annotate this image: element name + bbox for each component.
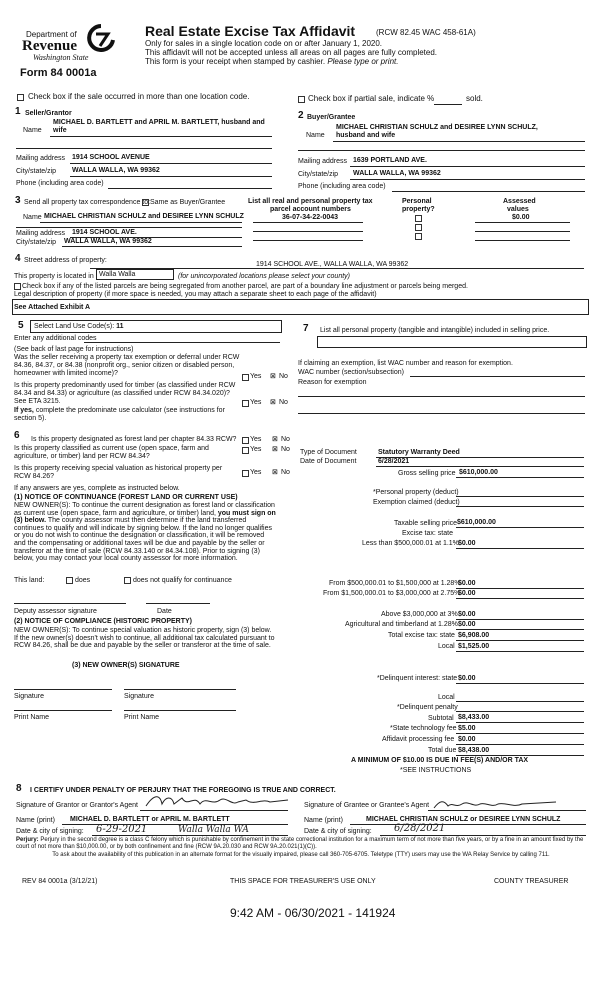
owner1-signature-line[interactable] (14, 689, 112, 690)
grantor-signature-label: Signature of Grantor or Grantor's Agent (16, 802, 138, 809)
owner1-print-line[interactable] (14, 710, 112, 711)
sec4-number: 4 (15, 253, 21, 264)
sec6-q1-yes-label: Yes (250, 436, 262, 443)
personal-header1: Personal (402, 198, 432, 205)
signature-label-2: Signature (124, 693, 154, 700)
additional-codes-field[interactable] (84, 342, 280, 343)
grantee-signature[interactable] (430, 796, 560, 812)
new-owner-signature-title: (3) NEW OWNER(S) SIGNATURE (72, 662, 180, 669)
excise-state-label: Excise tax: state (402, 530, 453, 537)
grantor-city-handwritten[interactable]: Walla Walla WA (178, 825, 249, 835)
sec6-q2-no-label: No (281, 446, 290, 453)
local-label: Local (438, 643, 455, 650)
sec5-q1-no-checked[interactable]: ⊠ (270, 373, 276, 380)
sec6-question1: Is this property designated as forest land per chapter 84.33 RCW? (31, 436, 237, 443)
sec5-q1-yes-checkbox[interactable] (242, 374, 249, 381)
sec6-question2: Is this property classified as current use (open space, farm and agriculture, or timber) land per RCW 84.34? (14, 445, 209, 460)
total-due-label: Total due (428, 747, 457, 754)
buyer-city-value[interactable]: WALLA WALLA, WA 99362 (353, 170, 441, 177)
land-use-label: Select Land Use Code(s): 11 (34, 323, 124, 330)
segregate-checkbox[interactable] (14, 283, 21, 290)
total-state-value[interactable]: $6,908.00 (458, 632, 490, 639)
sec6-q2-no-checked[interactable]: ⊠ (272, 446, 278, 453)
reason-label: Reason for exemption (298, 379, 367, 386)
street-address-value[interactable]: 1914 SCHOOL AVE., WALLA WALLA, WA 99362 (256, 261, 409, 268)
grantor-date-handwritten[interactable]: 6-29-2021 (96, 824, 148, 835)
buyer-section-number: 2 (298, 110, 304, 121)
buyer-section-label: Buyer/Grantee (307, 114, 356, 121)
local2-label: Local (438, 694, 455, 701)
seller-section-label: Seller/Grantor (25, 110, 72, 117)
grantor-name-label: Name (print) (16, 817, 55, 824)
grantor-date-city-label: Date & city of signing: (16, 828, 84, 835)
grantee-signature-label: Signature of Grantee or Grantee's Agent (304, 802, 430, 809)
owner2-signature-line[interactable] (124, 689, 236, 690)
seller-city-label: City/state/zip (16, 168, 57, 175)
sec5-q2-no-checked[interactable]: ⊠ (270, 399, 276, 406)
form-number: Form 84 0001a (20, 67, 97, 79)
minimum-note: A MINIMUM OF $10.00 IS DUE IN FEE(S) AND/OR TAX (351, 757, 529, 764)
personal-property-checkbox-3[interactable] (415, 233, 422, 240)
buyer-city-label: City/state/zip (298, 171, 339, 178)
personal-property-field[interactable] (317, 336, 587, 348)
tier3-label: From $1,500,000.01 to $3,000,000 at 2.75% (323, 590, 461, 597)
ag-value[interactable]: $0.00 (458, 621, 476, 628)
buyer-phone-label: Phone (including area code) (298, 183, 386, 190)
sec5-q2-yes-checkbox[interactable] (242, 400, 249, 407)
subtotal-value[interactable]: $8,433.00 (458, 714, 490, 721)
deputy-date-label: Date (157, 608, 172, 615)
partial-sale-checkbox[interactable] (298, 96, 305, 103)
legal-description-field[interactable] (12, 299, 589, 315)
sec5-q1-yes-label: Yes (250, 373, 262, 380)
parcel-number[interactable]: 36-07-34-22-0043 (282, 214, 339, 221)
personal-property-label: List all personal property (tangible and intangible) included in selling price. (320, 327, 550, 334)
header-note3: This form is your receipt when stamped by cashier. Please type or print. (145, 57, 399, 66)
buyer-mail-value[interactable]: 1639 PORTLAND AVE. (353, 157, 427, 164)
grantee-date-city-label: Date & city of signing: (304, 828, 372, 835)
sec3-number: 3 (15, 195, 21, 206)
assessed-value[interactable]: $0.00 (512, 214, 530, 221)
seller-city-value[interactable]: WALLA WALLA, WA 99362 (72, 167, 160, 174)
tier2-label: From $500,000.01 to $1,500,000 at 1.28% (329, 580, 461, 587)
certify-statement: I CERTIFY UNDER PENALTY OF PERJURY THAT THE FOREGOING IS TRUE AND CORRECT. (30, 787, 336, 794)
location-code-value: Walla Walla (99, 271, 136, 278)
tier4-value[interactable]: $0.00 (458, 611, 476, 618)
this-land-label: This land: (14, 577, 45, 584)
sec6-q3-no-label: No (281, 469, 290, 476)
seller-phone-label: Phone (including area code) (16, 180, 104, 187)
buyer-name-label: Name (306, 132, 325, 139)
treasurer-space-label: THIS SPACE FOR TREASURER'S USE ONLY (230, 878, 376, 885)
compliance-text: NEW OWNER(S): To continue special valuation as historic property, sign (3) below. If the new owner(s) doesn't wish to continue, all additional tax calculated pursuant to RCW 84.26, shall be due and payable by the seller or transferor at the time of sale. (14, 627, 275, 650)
does-not-label: does not qualify for continuance (133, 577, 232, 584)
deputy-date-line[interactable] (146, 603, 210, 604)
owner2-print-line[interactable] (124, 710, 236, 711)
doc-date-value[interactable]: 6/28/2021 (378, 458, 410, 465)
deputy-label: Deputy assessor signature (14, 608, 97, 615)
penalty-field[interactable] (456, 711, 584, 712)
affidavit-fee-value[interactable]: $0.00 (458, 736, 476, 743)
exemption-label: If claiming an exemption, list WAC number and reason for exemption. (298, 360, 513, 367)
compliance-title: (2) NOTICE OF COMPLIANCE (HISTORIC PROPERTY) (14, 618, 192, 625)
does-not-qualify-checkbox[interactable] (124, 577, 131, 584)
tech-fee-value[interactable]: $5.00 (458, 725, 476, 732)
sec6-q2-yes-label: Yes (250, 446, 262, 453)
grantor-signature[interactable] (142, 792, 292, 812)
sec3-city-label: City/state/zip (16, 239, 57, 246)
parcel-header2: parcel account numbers (270, 206, 351, 213)
parcel-header1: List all real and personal property tax (248, 198, 373, 205)
gross-price-value[interactable]: $610,000.00 (459, 469, 498, 476)
total-state-label: Total excise tax: state (388, 632, 455, 639)
sec3-label: Send all property tax correspondence to: (24, 199, 151, 206)
tier1-label: Less than $500,000.01 at 1.1% (362, 540, 459, 547)
buyer-name-line2: husband and wife (336, 132, 396, 139)
form-revision: REV 84 0001a (3/12/21) (22, 878, 98, 885)
header-note1: Only for sales in a single location code on or after January 1, 2020. (145, 39, 383, 48)
print-name-label-1: Print Name (14, 714, 50, 721)
sec5-question2-note: If yes, complete the predominate use calculator (see instructions for section 5). (14, 407, 225, 422)
print-name-label-2: Print Name (124, 714, 160, 721)
deputy-signature-line[interactable] (14, 603, 126, 604)
ag-label: Agricultural and timberland at 1.28% (345, 621, 458, 628)
continuance-title: (1) NOTICE OF CONTINUANCE (FOREST LAND OR CURRENT USE) (14, 494, 238, 501)
assessed-header1: Assessed (503, 198, 536, 205)
taxable-price-value[interactable]: $610,000.00 (457, 519, 496, 526)
sec6-q3-no-checked[interactable]: ⊠ (272, 469, 278, 476)
sec3-mail-value[interactable]: 1914 SCHOOL AVE. (72, 229, 137, 236)
if-yes-note: If any answers are yes, complete as instructed below. (14, 485, 180, 492)
sec6-q2-yes-checkbox[interactable] (242, 447, 249, 454)
seller-section-number: 1 (15, 106, 21, 117)
sec3-mail-label: Mailing address (16, 230, 66, 237)
total-due-value[interactable]: $8,438.00 (458, 747, 490, 754)
sec5-q2-no-label: No (279, 399, 288, 406)
seller-name-line2: wife (53, 127, 67, 134)
does-qualify-checkbox[interactable] (66, 577, 73, 584)
tier4-label: Above $3,000,000 at 3% (381, 611, 458, 618)
availability-note: To ask about the availability of this publication in an alternate format for the visually impaired, please call 360-705-6705. Teletype (TTY) users may use the WA Relay Service by calling 711. (52, 852, 550, 858)
sec8-number: 8 (16, 783, 22, 794)
sec6-q1-no-label: No (281, 436, 290, 443)
seller-name-label: Name (23, 127, 42, 134)
buyer-mail-label: Mailing address (298, 158, 348, 165)
reason-field[interactable] (298, 396, 585, 397)
see-back-note: (See back of last page for instructions) (14, 346, 134, 353)
statute: (RCW 82.45 WAC 458-61A) (376, 28, 476, 37)
doc-date-label: Date of Document (300, 458, 357, 465)
gross-price-label: Gross selling price (398, 470, 456, 477)
affidavit-fee-label: Affidavit processing fee (382, 736, 455, 743)
tier1-value[interactable]: $0.00 (458, 540, 476, 547)
does-label: does (75, 577, 91, 584)
grantee-name-label: Name (print) (304, 817, 343, 824)
same-as-buyer-checkbox[interactable] (142, 199, 149, 206)
seller-mail-value[interactable]: 1914 SCHOOL AVENUE (72, 154, 150, 161)
wac-field[interactable] (410, 376, 585, 377)
local-value[interactable]: $1,525.00 (458, 643, 490, 650)
personal-property-checkbox-1[interactable] (415, 215, 422, 222)
grantee-name-value[interactable]: MICHAEL CHRISTIAN SCHULZ or DESIREE LYNN SCHULZ (366, 816, 561, 823)
seller-name-line1: MICHAEL D. BARTLETT and APRIL M. BARTLETT, husband and (53, 119, 265, 126)
sec6-question3: Is this property receiving special valuation as historical property per RCW 84.26? (14, 465, 223, 480)
perjury-note: Perjury: Perjury in the second degree is a class C felony which is punishable by confinement in the state correctional institution for a maximum term of not more than five years, or by a fine in an amount fixed by the court of not more than $10,000.00, or by both confinement and fine (RCW 9A.20.030 and RCW 9A.20.021(1)(C)). (16, 837, 584, 850)
continuance-text: NEW OWNER(S): To continue the current designation as forest land or classification as current use (open space, farm and agriculture, or timber) land, you must sign on (3) below. The county assessor must then determine if the land transferred continues to qualify and will indicate by signing below. If the land no longer qualifies or you do not wish to continue the designation or classification, it will be removed and the compensating or additional taxes will be due and payable by the seller or transferor at the time of sale (RCW 84.33.140 or 84.34.108). Prior to signing (3) below, you may contact your local county assessor for more information. (14, 502, 276, 563)
page-title: Real Estate Excise Tax Affidavit (145, 23, 356, 39)
sec5-q1-no-label: No (279, 373, 288, 380)
segregate-label: Check box if any of the listed parcels are being segregated from another parcel, are part of a boundary line adjustment or parcels being merged. (22, 283, 468, 290)
located-label: This property is located in (14, 273, 94, 280)
partial-sold-label: sold. (466, 94, 483, 103)
delinquent-state-label: *Delinquent interest: state (377, 675, 458, 682)
sec6-q1-yes-checkbox[interactable] (242, 437, 249, 444)
grantor-name-value[interactable]: MICHAEL D. BARTLETT or APRIL M. BARTLETT (70, 816, 230, 823)
legal-description-value: See Attached Exhibit A (14, 304, 91, 311)
located-note: (for unincorporated locations please select your county) (178, 273, 350, 280)
tier2-value[interactable]: $0.00 (458, 580, 476, 587)
wac-label: WAC number (section/subsection) (298, 369, 404, 376)
legal-description-label: Legal description of property (if more space is needed, you may attach a separate sheet to each page of the affidavit) (14, 291, 377, 298)
local2-field[interactable] (456, 701, 584, 702)
sec6-q3-yes-label: Yes (250, 469, 262, 476)
penalty-label: *Delinquent penalty (397, 704, 458, 711)
grantee-date-handwritten[interactable]: 6/28/2021 (394, 823, 446, 834)
personal-deduct-label: *Personal property (deduct) (373, 489, 459, 496)
personal-header2: property? (402, 206, 435, 213)
sec3-city-value[interactable]: WALLA WALLA, WA 99362 (64, 238, 152, 245)
sec5-question2: Is this property predominantly used for timber (as classified under RCW 84.34 and 84.33) or agriculture (as classified under RCW 84.34.020)? See ETA 3215. (14, 382, 236, 405)
sec5-question1: Was the seller receiving a property tax exemption or deferral under RCW 84.36, 84.37, or 84.38 (nonprofit org., senior citizen or disabled person, homeowner with limited income)? (14, 354, 240, 377)
additional-codes-label: Enter any additional codes (14, 335, 97, 342)
dept-line3: Washington State (33, 53, 89, 62)
subtotal-label: Subtotal (428, 715, 454, 722)
sec5-q2-yes-label: Yes (250, 399, 262, 406)
seller-mail-label: Mailing address (16, 155, 66, 162)
multi-location-checkbox[interactable] (17, 94, 24, 101)
sec6-q1-no-checked[interactable]: ⊠ (272, 436, 278, 443)
sec7-number: 7 (303, 323, 309, 334)
partial-sale-label: Check box if partial sale, indicate % (308, 94, 435, 103)
multi-location-label: Check box if the sale occurred in more than one location code. (28, 92, 250, 101)
assessed-header2: values (507, 206, 529, 213)
dept-line1: Department of (26, 30, 77, 39)
tech-fee-label: *State technology fee (390, 725, 457, 732)
doc-type-label: Type of Document (300, 449, 357, 456)
street-address-label: Street address of property: (24, 257, 107, 264)
partial-percent-field[interactable] (434, 104, 462, 105)
sec6-q3-yes-checkbox[interactable] (242, 470, 249, 477)
receipt-stamp: 9:42 AM - 06/30/2021 - 141924 (230, 906, 396, 920)
sec5-number: 5 (18, 320, 24, 331)
taxable-price-label: Taxable selling price (394, 520, 458, 527)
doc-type-value[interactable]: Statutory Warranty Deed (378, 449, 460, 456)
county-treasurer-label: COUNTY TREASURER (494, 878, 569, 885)
see-instructions: *SEE INSTRUCTIONS (400, 767, 472, 774)
sec6-number: 6 (14, 430, 20, 441)
sec3-name-label: Name (23, 214, 42, 221)
exemption-deduct-label: Exemption claimed (deduct) (373, 499, 460, 506)
signature-label-1: Signature (14, 693, 44, 700)
exemption-deduct-field[interactable] (456, 506, 584, 507)
buyer-name-line1: MICHAEL CHRISTIAN SCHULZ and DESIREE LYNN SCHULZ, (336, 124, 538, 131)
sec3-name-value[interactable]: MICHAEL CHRISTIAN SCHULZ and DESIREE LYNN SCHULZ (44, 213, 244, 220)
tier3-value[interactable]: $0.00 (458, 590, 476, 597)
dor-logo-icon (86, 24, 116, 52)
personal-deduct-field[interactable] (456, 496, 584, 497)
same-as-buyer-label: Same as Buyer/Grantee (150, 199, 226, 206)
dept-line2: Revenue (22, 38, 77, 54)
delinquent-state-value[interactable]: $0.00 (458, 675, 476, 682)
personal-property-checkbox-2[interactable] (415, 224, 422, 231)
header-note2: This affidavit will not be accepted unless all areas on all pages are fully completed. (145, 48, 438, 57)
